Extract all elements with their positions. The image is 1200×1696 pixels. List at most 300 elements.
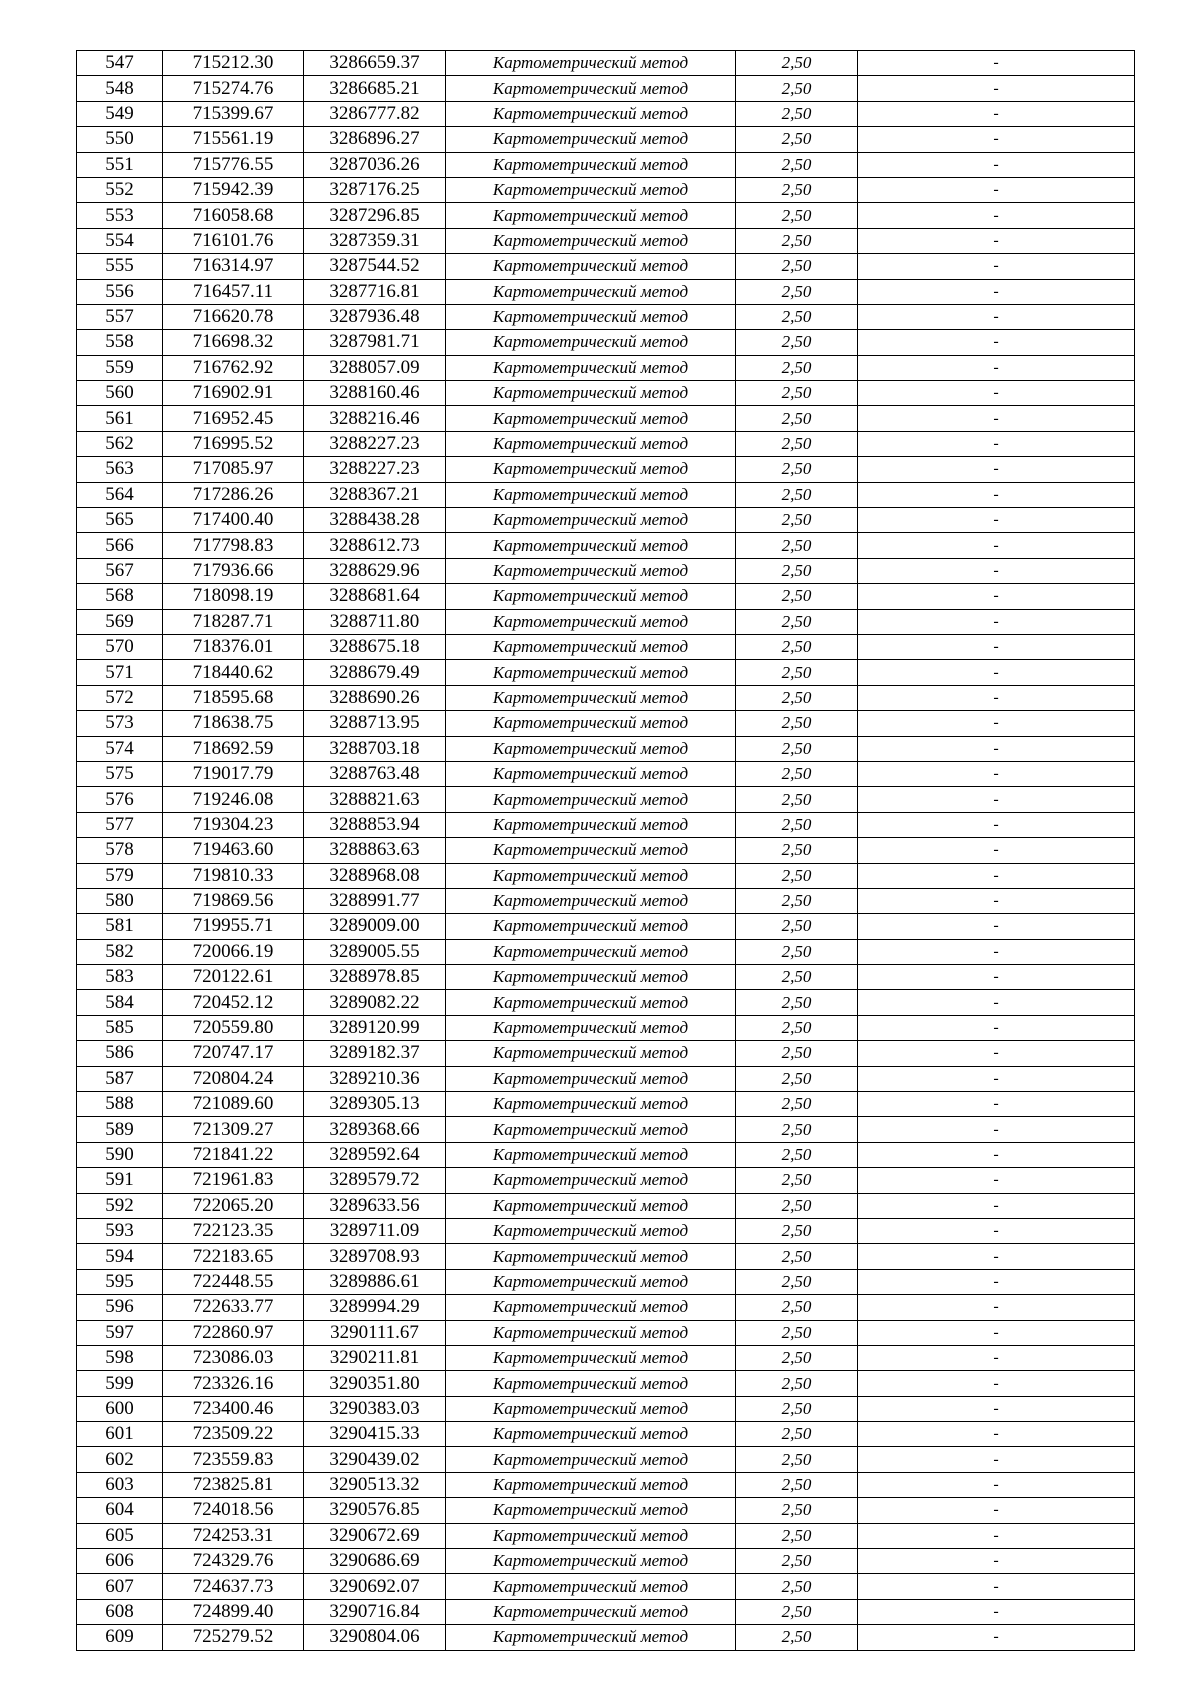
table-row — [77, 609, 1135, 634]
table-row — [77, 431, 1135, 456]
table-row — [77, 1193, 1135, 1218]
description-cell: - — [858, 381, 1135, 406]
point-number-cell: 593 — [77, 1218, 163, 1243]
method-cell: Картометрический метод — [446, 736, 736, 761]
y-coordinate-cell: 3288612.73 — [304, 533, 446, 558]
point-number-cell: 572 — [77, 685, 163, 710]
point-number-cell: 560 — [77, 381, 163, 406]
x-coordinate-cell: 722183.65 — [163, 1244, 304, 1269]
y-coordinate-cell: 3288227.23 — [304, 431, 446, 456]
y-coordinate-cell: 3290686.69 — [304, 1549, 446, 1574]
accuracy-cell: 2,50 — [736, 1193, 858, 1218]
x-coordinate-cell: 724253.31 — [163, 1523, 304, 1548]
description-cell: - — [858, 1015, 1135, 1040]
x-coordinate-cell: 717286.26 — [163, 482, 304, 507]
description-cell: - — [858, 812, 1135, 837]
y-coordinate-cell: 3289711.09 — [304, 1218, 446, 1243]
y-coordinate-cell: 3287936.48 — [304, 304, 446, 329]
y-coordinate-cell: 3287036.26 — [304, 152, 446, 177]
accuracy-cell: 2,50 — [736, 1142, 858, 1167]
method-cell: Картометрический метод — [446, 1168, 736, 1193]
method-cell: Картометрический метод — [446, 76, 736, 101]
table-row — [77, 304, 1135, 329]
point-number-cell: 554 — [77, 228, 163, 253]
accuracy-cell: 2,50 — [736, 431, 858, 456]
y-coordinate-cell: 3289120.99 — [304, 1015, 446, 1040]
accuracy-cell: 2,50 — [736, 1320, 858, 1345]
x-coordinate-cell: 716620.78 — [163, 304, 304, 329]
y-coordinate-cell: 3290415.33 — [304, 1422, 446, 1447]
description-cell: - — [858, 76, 1135, 101]
method-cell: Картометрический метод — [446, 990, 736, 1015]
method-cell: Картометрический метод — [446, 558, 736, 583]
table-row — [77, 1168, 1135, 1193]
y-coordinate-cell: 3289082.22 — [304, 990, 446, 1015]
y-coordinate-cell: 3288711.80 — [304, 609, 446, 634]
y-coordinate-cell: 3290692.07 — [304, 1574, 446, 1599]
accuracy-cell: 2,50 — [736, 279, 858, 304]
description-cell: - — [858, 1447, 1135, 1472]
accuracy-cell: 2,50 — [736, 863, 858, 888]
method-cell: Картометрический метод — [446, 1041, 736, 1066]
y-coordinate-cell: 3289994.29 — [304, 1295, 446, 1320]
method-cell: Картометрический метод — [446, 1447, 736, 1472]
y-coordinate-cell: 3290439.02 — [304, 1447, 446, 1472]
description-cell: - — [858, 939, 1135, 964]
table-row — [77, 1218, 1135, 1243]
method-cell: Картометрический метод — [446, 1599, 736, 1624]
table-row — [77, 1472, 1135, 1497]
accuracy-cell: 2,50 — [736, 990, 858, 1015]
method-cell: Картометрический метод — [446, 304, 736, 329]
x-coordinate-cell: 723086.03 — [163, 1345, 304, 1370]
accuracy-cell: 2,50 — [736, 761, 858, 786]
table-row — [77, 203, 1135, 228]
x-coordinate-cell: 715942.39 — [163, 177, 304, 202]
x-coordinate-cell: 717936.66 — [163, 558, 304, 583]
point-number-cell: 583 — [77, 965, 163, 990]
accuracy-cell: 2,50 — [736, 660, 858, 685]
x-coordinate-cell: 720804.24 — [163, 1066, 304, 1091]
x-coordinate-cell: 715212.30 — [163, 51, 304, 76]
point-number-cell: 578 — [77, 838, 163, 863]
point-number-cell: 599 — [77, 1371, 163, 1396]
table-row — [77, 1092, 1135, 1117]
x-coordinate-cell: 716902.91 — [163, 381, 304, 406]
description-cell: - — [858, 1193, 1135, 1218]
accuracy-cell: 2,50 — [736, 381, 858, 406]
y-coordinate-cell: 3287544.52 — [304, 254, 446, 279]
point-number-cell: 551 — [77, 152, 163, 177]
x-coordinate-cell: 724899.40 — [163, 1599, 304, 1624]
description-cell: - — [858, 101, 1135, 126]
description-cell: - — [858, 1142, 1135, 1167]
point-number-cell: 547 — [77, 51, 163, 76]
table-row — [77, 1498, 1135, 1523]
y-coordinate-cell: 3289886.61 — [304, 1269, 446, 1294]
y-coordinate-cell: 3287359.31 — [304, 228, 446, 253]
point-number-cell: 587 — [77, 1066, 163, 1091]
accuracy-cell: 2,50 — [736, 1244, 858, 1269]
description-cell: - — [858, 1549, 1135, 1574]
table-row — [77, 355, 1135, 380]
y-coordinate-cell: 3288968.08 — [304, 863, 446, 888]
point-number-cell: 558 — [77, 330, 163, 355]
method-cell: Картометрический метод — [446, 51, 736, 76]
y-coordinate-cell: 3287176.25 — [304, 177, 446, 202]
table-row — [77, 1574, 1135, 1599]
method-cell: Картометрический метод — [446, 1015, 736, 1040]
description-cell: - — [858, 584, 1135, 609]
accuracy-cell: 2,50 — [736, 609, 858, 634]
method-cell: Картометрический метод — [446, 634, 736, 659]
accuracy-cell: 2,50 — [736, 101, 858, 126]
table-row — [77, 1599, 1135, 1624]
description-cell: - — [858, 228, 1135, 253]
y-coordinate-cell: 3290716.84 — [304, 1599, 446, 1624]
method-cell: Картометрический метод — [446, 1244, 736, 1269]
x-coordinate-cell: 721309.27 — [163, 1117, 304, 1142]
point-number-cell: 550 — [77, 127, 163, 152]
table-row — [77, 685, 1135, 710]
point-number-cell: 581 — [77, 914, 163, 939]
table-row — [77, 711, 1135, 736]
description-cell: - — [858, 1472, 1135, 1497]
y-coordinate-cell: 3289305.13 — [304, 1092, 446, 1117]
table-row — [77, 1244, 1135, 1269]
description-cell: - — [858, 304, 1135, 329]
method-cell: Картометрический метод — [446, 1472, 736, 1497]
point-number-cell: 584 — [77, 990, 163, 1015]
description-cell: - — [858, 127, 1135, 152]
method-cell: Картометрический метод — [446, 228, 736, 253]
accuracy-cell: 2,50 — [736, 76, 858, 101]
accuracy-cell: 2,50 — [736, 1092, 858, 1117]
table-row — [77, 127, 1135, 152]
table-row — [77, 508, 1135, 533]
method-cell: Картометрический метод — [446, 838, 736, 863]
point-number-cell: 609 — [77, 1625, 163, 1650]
x-coordinate-cell: 720559.80 — [163, 1015, 304, 1040]
y-coordinate-cell: 3288763.48 — [304, 761, 446, 786]
point-number-cell: 607 — [77, 1574, 163, 1599]
point-number-cell: 563 — [77, 457, 163, 482]
y-coordinate-cell: 3288227.23 — [304, 457, 446, 482]
method-cell: Картометрический метод — [446, 1574, 736, 1599]
y-coordinate-cell: 3288216.46 — [304, 406, 446, 431]
x-coordinate-cell: 716952.45 — [163, 406, 304, 431]
x-coordinate-cell: 719304.23 — [163, 812, 304, 837]
table-row — [77, 1320, 1135, 1345]
description-cell: - — [858, 1066, 1135, 1091]
y-coordinate-cell: 3288991.77 — [304, 888, 446, 913]
description-cell: - — [858, 279, 1135, 304]
x-coordinate-cell: 722633.77 — [163, 1295, 304, 1320]
x-coordinate-cell: 719017.79 — [163, 761, 304, 786]
description-cell: - — [858, 1218, 1135, 1243]
table-row — [77, 761, 1135, 786]
x-coordinate-cell: 723559.83 — [163, 1447, 304, 1472]
table-row — [77, 634, 1135, 659]
table-row — [77, 990, 1135, 1015]
table-row — [77, 1396, 1135, 1421]
x-coordinate-cell: 716698.32 — [163, 330, 304, 355]
method-cell: Картометрический метод — [446, 761, 736, 786]
coordinates-table — [76, 50, 1135, 1651]
description-cell: - — [858, 660, 1135, 685]
accuracy-cell: 2,50 — [736, 558, 858, 583]
point-number-cell: 605 — [77, 1523, 163, 1548]
point-number-cell: 574 — [77, 736, 163, 761]
table-row — [77, 228, 1135, 253]
point-number-cell: 603 — [77, 1472, 163, 1497]
y-coordinate-cell: 3286685.21 — [304, 76, 446, 101]
x-coordinate-cell: 715776.55 — [163, 152, 304, 177]
x-coordinate-cell: 718287.71 — [163, 609, 304, 634]
description-cell: - — [858, 330, 1135, 355]
coordinates-table-body — [77, 51, 1135, 1651]
method-cell: Картометрический метод — [446, 254, 736, 279]
description-cell: - — [858, 1320, 1135, 1345]
point-number-cell: 571 — [77, 660, 163, 685]
method-cell: Картометрический метод — [446, 1371, 736, 1396]
x-coordinate-cell: 719463.60 — [163, 838, 304, 863]
y-coordinate-cell: 3288853.94 — [304, 812, 446, 837]
x-coordinate-cell: 716101.76 — [163, 228, 304, 253]
description-cell: - — [858, 1269, 1135, 1294]
point-number-cell: 597 — [77, 1320, 163, 1345]
x-coordinate-cell: 718595.68 — [163, 685, 304, 710]
y-coordinate-cell: 3288675.18 — [304, 634, 446, 659]
x-coordinate-cell: 715561.19 — [163, 127, 304, 152]
method-cell: Картометрический метод — [446, 152, 736, 177]
y-coordinate-cell: 3289592.64 — [304, 1142, 446, 1167]
point-number-cell: 592 — [77, 1193, 163, 1218]
y-coordinate-cell: 3288703.18 — [304, 736, 446, 761]
table-row — [77, 279, 1135, 304]
table-row — [77, 1345, 1135, 1370]
y-coordinate-cell: 3290211.81 — [304, 1345, 446, 1370]
description-cell: - — [858, 761, 1135, 786]
method-cell: Картометрический метод — [446, 1549, 736, 1574]
y-coordinate-cell: 3288160.46 — [304, 381, 446, 406]
method-cell: Картометрический метод — [446, 660, 736, 685]
method-cell: Картометрический метод — [446, 381, 736, 406]
table-row — [77, 457, 1135, 482]
y-coordinate-cell: 3288863.63 — [304, 838, 446, 863]
x-coordinate-cell: 717085.97 — [163, 457, 304, 482]
method-cell: Картометрический метод — [446, 1320, 736, 1345]
x-coordinate-cell: 716762.92 — [163, 355, 304, 380]
point-number-cell: 552 — [77, 177, 163, 202]
x-coordinate-cell: 718376.01 — [163, 634, 304, 659]
y-coordinate-cell: 3288679.49 — [304, 660, 446, 685]
y-coordinate-cell: 3287296.85 — [304, 203, 446, 228]
description-cell: - — [858, 355, 1135, 380]
accuracy-cell: 2,50 — [736, 406, 858, 431]
accuracy-cell: 2,50 — [736, 330, 858, 355]
table-row — [77, 1625, 1135, 1650]
y-coordinate-cell: 3289633.56 — [304, 1193, 446, 1218]
x-coordinate-cell: 723509.22 — [163, 1422, 304, 1447]
x-coordinate-cell: 717798.83 — [163, 533, 304, 558]
description-cell: - — [858, 863, 1135, 888]
accuracy-cell: 2,50 — [736, 152, 858, 177]
method-cell: Картометрический метод — [446, 914, 736, 939]
description-cell: - — [858, 1396, 1135, 1421]
point-number-cell: 579 — [77, 863, 163, 888]
description-cell: - — [858, 1574, 1135, 1599]
y-coordinate-cell: 3286777.82 — [304, 101, 446, 126]
description-cell: - — [858, 787, 1135, 812]
description-cell: - — [858, 51, 1135, 76]
table-row — [77, 533, 1135, 558]
table-row — [77, 1523, 1135, 1548]
table-row — [77, 939, 1135, 964]
description-cell: - — [858, 558, 1135, 583]
accuracy-cell: 2,50 — [736, 304, 858, 329]
x-coordinate-cell: 721961.83 — [163, 1168, 304, 1193]
table-row — [77, 1371, 1135, 1396]
description-cell: - — [858, 685, 1135, 710]
x-coordinate-cell: 719810.33 — [163, 863, 304, 888]
x-coordinate-cell: 719869.56 — [163, 888, 304, 913]
x-coordinate-cell: 722123.35 — [163, 1218, 304, 1243]
description-cell: - — [858, 1625, 1135, 1650]
point-number-cell: 598 — [77, 1345, 163, 1370]
description-cell: - — [858, 406, 1135, 431]
method-cell: Картометрический метод — [446, 711, 736, 736]
table-row — [77, 1269, 1135, 1294]
table-row — [77, 660, 1135, 685]
description-cell: - — [858, 203, 1135, 228]
table-row — [77, 152, 1135, 177]
description-cell: - — [858, 990, 1135, 1015]
point-number-cell: 580 — [77, 888, 163, 913]
y-coordinate-cell: 3286896.27 — [304, 127, 446, 152]
method-cell: Картометрический метод — [446, 888, 736, 913]
method-cell: Картометрический метод — [446, 1269, 736, 1294]
table-row — [77, 254, 1135, 279]
accuracy-cell: 2,50 — [736, 1447, 858, 1472]
description-cell: - — [858, 1041, 1135, 1066]
point-number-cell: 600 — [77, 1396, 163, 1421]
x-coordinate-cell: 724329.76 — [163, 1549, 304, 1574]
description-cell: - — [858, 457, 1135, 482]
accuracy-cell: 2,50 — [736, 888, 858, 913]
method-cell: Картометрический метод — [446, 1193, 736, 1218]
point-number-cell: 566 — [77, 533, 163, 558]
description-cell: - — [858, 838, 1135, 863]
point-number-cell: 575 — [77, 761, 163, 786]
table-row — [77, 1549, 1135, 1574]
description-cell: - — [858, 1371, 1135, 1396]
x-coordinate-cell: 719955.71 — [163, 914, 304, 939]
y-coordinate-cell: 3289579.72 — [304, 1168, 446, 1193]
accuracy-cell: 2,50 — [736, 1295, 858, 1320]
accuracy-cell: 2,50 — [736, 812, 858, 837]
description-cell: - — [858, 482, 1135, 507]
point-number-cell: 556 — [77, 279, 163, 304]
method-cell: Картометрический метод — [446, 355, 736, 380]
x-coordinate-cell: 722860.97 — [163, 1320, 304, 1345]
method-cell: Картометрический метод — [446, 1092, 736, 1117]
point-number-cell: 606 — [77, 1549, 163, 1574]
point-number-cell: 568 — [77, 584, 163, 609]
point-number-cell: 594 — [77, 1244, 163, 1269]
description-cell: - — [858, 888, 1135, 913]
accuracy-cell: 2,50 — [736, 939, 858, 964]
table-row — [77, 1041, 1135, 1066]
x-coordinate-cell: 716058.68 — [163, 203, 304, 228]
coordinates-sheet — [76, 50, 1134, 1651]
x-coordinate-cell: 724637.73 — [163, 1574, 304, 1599]
method-cell: Картометрический метод — [446, 1396, 736, 1421]
description-cell: - — [858, 1599, 1135, 1624]
x-coordinate-cell: 715274.76 — [163, 76, 304, 101]
method-cell: Картометрический метод — [446, 127, 736, 152]
description-cell: - — [858, 508, 1135, 533]
accuracy-cell: 2,50 — [736, 736, 858, 761]
accuracy-cell: 2,50 — [736, 1498, 858, 1523]
point-number-cell: 595 — [77, 1269, 163, 1294]
x-coordinate-cell: 721841.22 — [163, 1142, 304, 1167]
description-cell: - — [858, 1092, 1135, 1117]
point-number-cell: 586 — [77, 1041, 163, 1066]
y-coordinate-cell: 3290111.67 — [304, 1320, 446, 1345]
point-number-cell: 567 — [77, 558, 163, 583]
point-number-cell: 561 — [77, 406, 163, 431]
point-number-cell: 573 — [77, 711, 163, 736]
accuracy-cell: 2,50 — [736, 1041, 858, 1066]
y-coordinate-cell: 3287981.71 — [304, 330, 446, 355]
accuracy-cell: 2,50 — [736, 1472, 858, 1497]
x-coordinate-cell: 722065.20 — [163, 1193, 304, 1218]
method-cell: Картометрический метод — [446, 330, 736, 355]
accuracy-cell: 2,50 — [736, 1599, 858, 1624]
method-cell: Картометрический метод — [446, 1422, 736, 1447]
description-cell: - — [858, 1295, 1135, 1320]
point-number-cell: 591 — [77, 1168, 163, 1193]
table-row — [77, 1447, 1135, 1472]
description-cell: - — [858, 1523, 1135, 1548]
accuracy-cell: 2,50 — [736, 1168, 858, 1193]
method-cell: Картометрический метод — [446, 431, 736, 456]
table-row — [77, 1422, 1135, 1447]
table-row — [77, 863, 1135, 888]
method-cell: Картометрический метод — [446, 533, 736, 558]
accuracy-cell: 2,50 — [736, 355, 858, 380]
table-row — [77, 812, 1135, 837]
point-number-cell: 604 — [77, 1498, 163, 1523]
description-cell: - — [858, 634, 1135, 659]
x-coordinate-cell: 723326.16 — [163, 1371, 304, 1396]
description-cell: - — [858, 711, 1135, 736]
description-cell: - — [858, 1117, 1135, 1142]
y-coordinate-cell: 3288629.96 — [304, 558, 446, 583]
table-row — [77, 1066, 1135, 1091]
table-row — [77, 177, 1135, 202]
point-number-cell: 562 — [77, 431, 163, 456]
table-row — [77, 838, 1135, 863]
point-number-cell: 576 — [77, 787, 163, 812]
y-coordinate-cell: 3289005.55 — [304, 939, 446, 964]
table-row — [77, 1117, 1135, 1142]
description-cell: - — [858, 965, 1135, 990]
method-cell: Картометрический метод — [446, 482, 736, 507]
accuracy-cell: 2,50 — [736, 177, 858, 202]
y-coordinate-cell: 3290513.32 — [304, 1472, 446, 1497]
